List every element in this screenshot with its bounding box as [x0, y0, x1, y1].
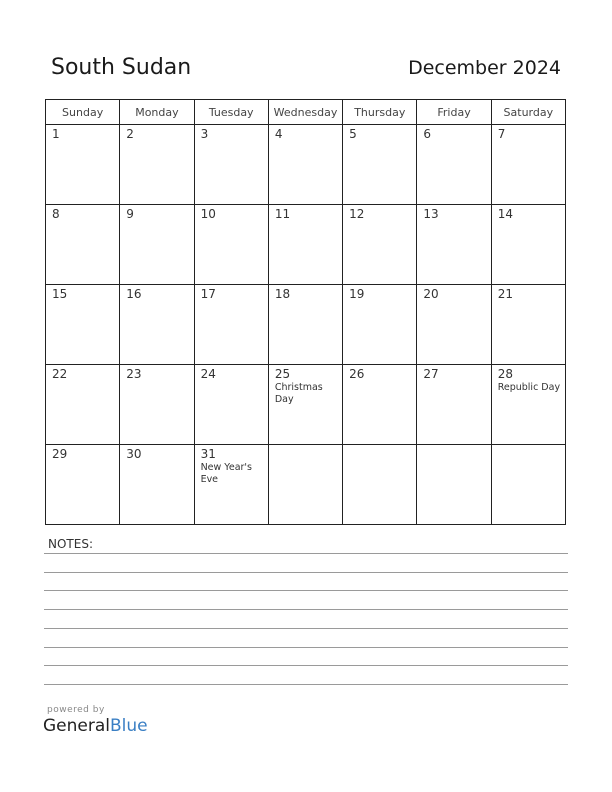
day-cell	[417, 125, 491, 205]
day-cell	[46, 365, 120, 445]
day-cell	[120, 365, 194, 445]
day-number: 14	[497, 207, 513, 221]
day-cell	[491, 125, 565, 205]
day-cell	[46, 205, 120, 285]
week-row	[46, 285, 566, 365]
day-number: 15	[52, 287, 68, 301]
notes-line	[44, 665, 568, 666]
day-cell	[343, 125, 417, 205]
day-number: 31	[200, 447, 216, 461]
day-cell	[491, 285, 565, 365]
week-row	[46, 125, 566, 205]
powered-by-text: powered by	[47, 705, 105, 715]
day-number: 22	[52, 367, 68, 381]
notes-line	[44, 647, 568, 648]
day-number: 13	[423, 207, 439, 221]
day-number: 30	[126, 447, 142, 461]
day-cell	[120, 125, 194, 205]
weekday-thursday: Thursday	[343, 100, 417, 125]
day-number: 8	[52, 207, 60, 221]
holiday-label: Republic Day	[497, 382, 561, 393]
day-cell	[120, 445, 194, 525]
day-cell	[194, 125, 268, 205]
day-number: 7	[497, 127, 506, 141]
day-number: 9	[126, 207, 134, 221]
week-row	[46, 365, 566, 445]
generalblue-logo[interactable]	[43, 716, 148, 736]
month-year-title: December 2024	[408, 57, 561, 79]
calendar-grid	[45, 99, 566, 525]
day-number: 18	[274, 287, 291, 301]
notes-line	[44, 609, 568, 610]
day-number: 1	[52, 127, 60, 141]
day-number: 12	[349, 207, 365, 221]
notes-label: NOTES:	[48, 537, 93, 551]
notes-line	[44, 684, 568, 685]
day-cell	[194, 365, 268, 445]
day-cell	[194, 445, 268, 525]
weekday-header-row	[46, 100, 566, 125]
notes-line	[44, 572, 568, 573]
notes-line	[44, 590, 568, 591]
day-cell	[417, 445, 491, 525]
holiday-label: Christmas Day	[274, 382, 323, 405]
weekday-tuesday: Tuesday	[194, 100, 268, 125]
day-number: 23	[126, 367, 142, 381]
day-cell	[343, 285, 417, 365]
day-number: 11	[274, 207, 291, 221]
day-cell	[46, 125, 120, 205]
day-cell	[194, 285, 268, 365]
day-cell	[417, 205, 491, 285]
day-number: 4	[274, 127, 283, 141]
week-row	[46, 205, 566, 285]
weekday-sunday: Sunday	[46, 100, 120, 125]
day-number: 26	[349, 367, 365, 381]
day-number: 24	[200, 367, 216, 381]
day-cell	[268, 125, 342, 205]
day-cell	[268, 445, 342, 525]
weekday-wednesday: Wednesday	[268, 100, 342, 125]
day-number: 29	[52, 447, 68, 461]
day-cell	[194, 205, 268, 285]
notes-line	[44, 628, 568, 629]
day-number: 20	[423, 287, 439, 301]
day-cell	[343, 205, 417, 285]
day-cell	[120, 205, 194, 285]
day-number: 5	[349, 127, 357, 141]
day-cell	[491, 205, 565, 285]
brand-general: General	[43, 716, 110, 736]
holiday-label: New Year's Eve	[200, 462, 252, 485]
day-cell	[417, 365, 491, 445]
week-row	[46, 445, 566, 525]
day-cell	[46, 285, 120, 365]
day-cell	[268, 285, 342, 365]
weekday-saturday: Saturday	[491, 100, 565, 125]
day-number: 3	[200, 127, 209, 141]
day-number: 6	[423, 127, 432, 141]
notes-line	[44, 553, 568, 554]
day-number: 28	[497, 367, 513, 381]
day-number: 17	[200, 287, 216, 301]
day-number: 10	[200, 207, 216, 221]
weekday-monday: Monday	[120, 100, 194, 125]
day-number: 21	[497, 287, 513, 301]
day-cell	[491, 365, 565, 445]
day-cell	[120, 285, 194, 365]
day-cell	[491, 445, 565, 525]
day-cell	[417, 285, 491, 365]
day-number: 27	[423, 367, 439, 381]
day-cell	[343, 365, 417, 445]
weekday-friday: Friday	[417, 100, 491, 125]
day-number: 19	[349, 287, 365, 301]
day-cell	[343, 445, 417, 525]
day-number: 25	[274, 367, 291, 381]
country-title: South Sudan	[51, 55, 192, 80]
brand-blue: Blue	[110, 716, 148, 736]
day-cell	[268, 365, 342, 445]
day-number: 16	[126, 287, 142, 301]
day-number: 2	[126, 127, 134, 141]
day-cell	[268, 205, 342, 285]
day-cell	[46, 445, 120, 525]
